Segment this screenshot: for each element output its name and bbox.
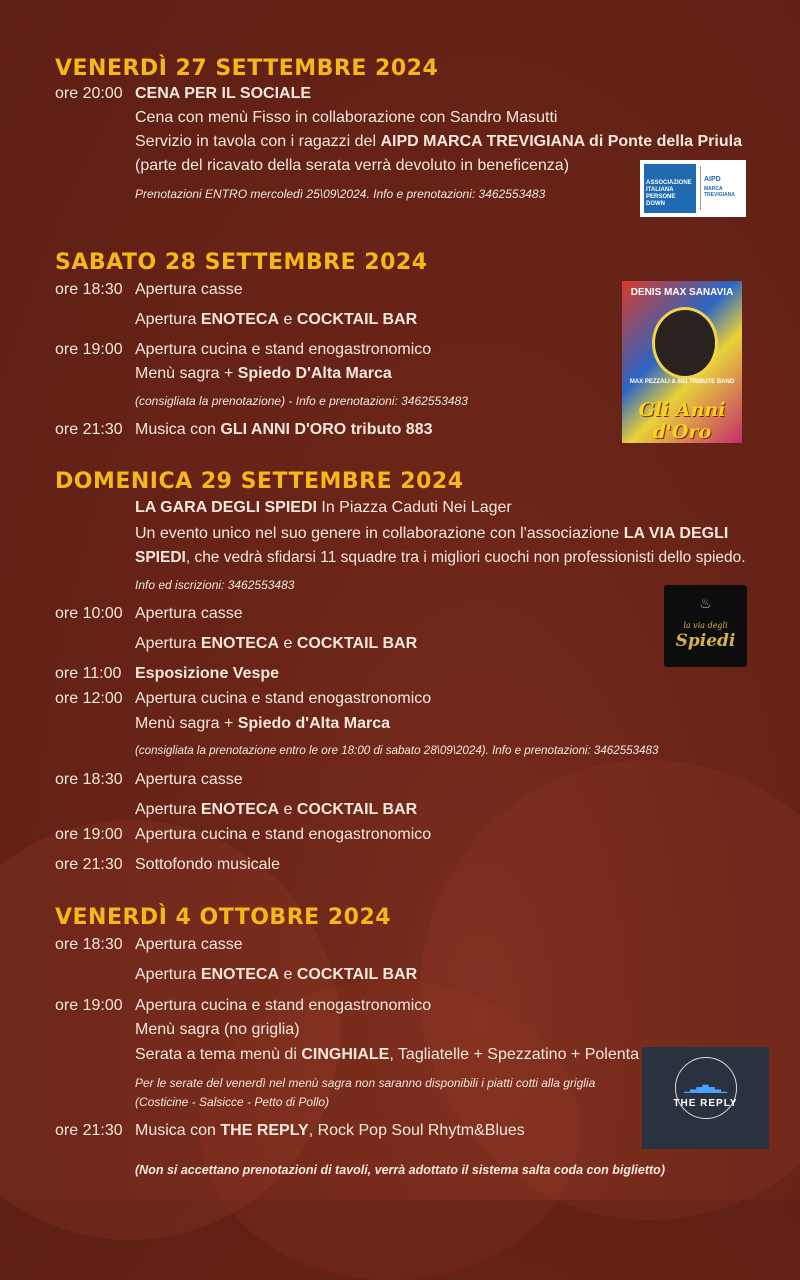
- logo-title: Spiedi: [675, 631, 736, 651]
- day-title: VENERDÌ 27 SETTEMBRE 2024: [55, 56, 439, 81]
- event-time: ore 18:30: [55, 936, 123, 953]
- reservation-note: Info ed iscrizioni: 3462553483: [135, 578, 295, 592]
- event-text: Musica con THE REPLY, Rock Pop Soul Rhytm&Blues: [135, 1122, 525, 1139]
- event-time: ore 11:00: [55, 665, 122, 682]
- event-text: Servizio in tavola con i ragazzi del AIPD MARCA TREVIGIANA di Ponte della Priula: [135, 133, 742, 150]
- event-text: Apertura ENOTECA e COCKTAIL BAR: [135, 311, 418, 328]
- event-text: (parte del ricavato della serata verrà devoluto in beneficenza): [135, 157, 570, 174]
- day-title: SABATO 28 SETTEMBRE 2024: [55, 250, 428, 275]
- event-text: Menù sagra (no griglia): [135, 1021, 300, 1038]
- event-text: Serata a tema menù di CINGHIALE, Tagliatelle + Spezzatino + Polenta: [135, 1046, 639, 1063]
- event-time: ore 18:30: [55, 281, 123, 298]
- event-text: Un evento unico nel suo genere in collaborazione con l'associazione LA VIA DEGLI: [135, 525, 729, 542]
- day-title: VENERDÌ 4 OTTOBRE 2024: [55, 905, 392, 930]
- event-text: Apertura cucina e stand enogastronomico: [135, 997, 432, 1014]
- aipd-logo-mark: ASSOCIAZIONE ITALIANA PERSONE DOWN: [644, 164, 696, 213]
- event-text: Apertura ENOTECA e COCKTAIL BAR: [135, 966, 418, 983]
- via-degli-spiedi-logo: [664, 585, 747, 667]
- smoke-icon: ♨: [699, 595, 712, 611]
- event-time: ore 19:00: [55, 826, 123, 843]
- event-time: ore 20:00: [55, 85, 123, 102]
- event-text: Apertura casse: [135, 605, 243, 622]
- event-text: Menù sagra + Spiedo D'Alta Marca: [135, 365, 392, 382]
- poster-title: DENIS MAX SANAVIA: [630, 287, 734, 298]
- event-text: Apertura casse: [135, 771, 243, 788]
- aipd-logo-text: AIPD: [704, 176, 721, 183]
- poster-subtitle: MAX PEZZALI & 883 TRIBUTE BAND: [629, 379, 735, 385]
- event-time: ore 18:30: [55, 771, 123, 788]
- event-text: Apertura cucina e stand enogastronomico: [135, 341, 432, 358]
- logo-text: THE REPLY: [673, 1098, 738, 1109]
- event-text: Sottofondo musicale: [135, 856, 280, 873]
- aipd-logo: [640, 160, 746, 217]
- event-text: SPIEDI, che vedrà sfidarsi 11 squadre tra i migliori cuochi non professionisti dello spiedo.: [135, 549, 746, 566]
- event-text: LA GARA DEGLI SPIEDI In Piazza Caduti Nei Lager: [135, 499, 512, 516]
- event-time: ore 10:00: [55, 605, 123, 622]
- event-text: Apertura casse: [135, 281, 243, 298]
- footer-note: (Non si accettano prenotazioni di tavoli, verrà adottato il sistema salta coda con biglietto): [135, 1163, 665, 1177]
- note-text: Per le serate del venerdì nel menù sagra non saranno disponibili i piatti cotti alla griglia: [135, 1076, 596, 1090]
- event-text: Apertura casse: [135, 936, 243, 953]
- event-text: CENA PER IL SOCIALE: [135, 85, 312, 102]
- day-title: DOMENICA 29 SETTEMBRE 2024: [55, 469, 464, 494]
- event-text: Apertura ENOTECA e COCKTAIL BAR: [135, 801, 418, 818]
- event-time: ore 21:30: [55, 421, 123, 438]
- the-reply-logo: [642, 1047, 769, 1149]
- event-text: Menù sagra + Spiedo d'Alta Marca: [135, 715, 391, 732]
- reservation-note: Prenotazioni ENTRO mercoledì 25\09\2024. Info e prenotazioni: 3462553483: [135, 187, 546, 201]
- event-text: Apertura cucina e stand enogastronomico: [135, 826, 432, 843]
- event-text: Apertura cucina e stand enogastronomico: [135, 690, 432, 707]
- event-time: ore 21:30: [55, 1122, 123, 1139]
- reservation-note: (consigliata la prenotazione) - Info e prenotazioni: 3462553483: [135, 394, 468, 408]
- aipd-logo-subtext: MARCA TREVIGIANA: [704, 186, 735, 198]
- poster-logo-text: Gli Anni d'Oro: [638, 399, 726, 443]
- soundwave-icon: ▁▃▅▇▅▃▁: [683, 1084, 728, 1093]
- band-poster: [622, 281, 742, 443]
- logo-text: la via degli: [683, 621, 728, 630]
- event-time: ore 19:00: [55, 341, 123, 358]
- event-text: Musica con GLI ANNI D'ORO tributo 883: [135, 421, 433, 438]
- event-time: ore 21:30: [55, 856, 123, 873]
- poster-portrait: [652, 307, 718, 379]
- event-text: Apertura ENOTECA e COCKTAIL BAR: [135, 635, 418, 652]
- event-text: Esposizione Vespe: [135, 665, 280, 682]
- event-time: ore 12:00: [55, 690, 123, 707]
- reservation-note: (consigliata la prenotazione entro le ore 18:00 di sabato 28\09\2024). Info e prenotazioni: 3462553483: [135, 744, 659, 757]
- event-text: Cena con menù Fisso in collaborazione con Sandro Masutti: [135, 109, 558, 126]
- event-time: ore 19:00: [55, 997, 123, 1014]
- note-text: (Costicine - Salsicce - Petto di Pollo): [135, 1095, 330, 1109]
